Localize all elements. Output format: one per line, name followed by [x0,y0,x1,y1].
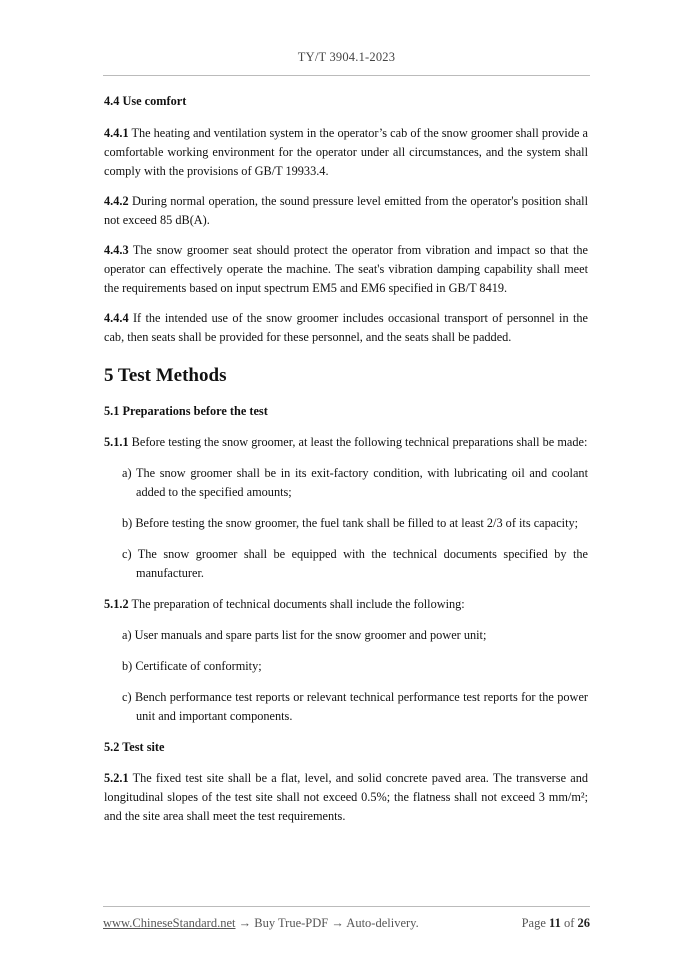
clause-text: Before testing the snow groomer, at least the following technical preparations shall be made: [128,435,588,449]
list-item: a) The snow groomer shall be in its exit-factory condition, with lubricating oil and coolant added to the specified amounts; [122,466,588,499]
page-content [104,92,588,826]
clause-number: 4.4.4 [104,311,129,325]
list-item: b) Certificate of conformity; [122,659,262,673]
clause-4-4-4 [104,309,588,347]
clause-text: During normal operation, the sound pressure level emitted from the operator's position shall not exceed 85 dB(A). [104,194,588,227]
clause-4-4-2 [104,192,588,230]
clause-text: The snow groomer seat should protect the operator from vibration and impact so that the operator can effectively operate the machine. The seat's vibration damping capability shall meet the requirements based on input spectrum EM5 and EM6 specified in GB/T 8419. [104,243,588,295]
clause-number: 4.4.2 [104,194,129,208]
website-link[interactable]: www.ChineseStandard.net [103,916,236,930]
page-number: 11 [549,916,561,930]
clause-5-1-2 [104,595,588,614]
clause-5-1-1 [104,433,588,452]
page-header: TY/T 3904.1-2023 [297,50,396,64]
clause-text: The preparation of technical documents shall include the following: [128,597,465,611]
promo-text: → Buy True-PDF → Auto-delivery. [235,916,419,930]
clause-4-4-1 [104,124,588,181]
page-label: Page [521,916,546,930]
section-5-2-title: 5.2 Test site [104,740,165,754]
clause-5-2-1 [104,769,588,826]
section-5-1-title: 5.1 Preparations before the test [104,404,268,418]
clause-number: 4.4.1 [104,126,129,140]
footer-divider [103,906,590,907]
list-item: c) The snow groomer shall be equipped with the technical documents specified by the manufacturer. [122,547,588,580]
chapter-5-title: 5 Test Methods [104,365,227,386]
list-item: b) Before testing the snow groomer, the fuel tank shall be filled to at least 2/3 of its capacity; [122,516,579,530]
footer-promo [103,916,419,931]
clause-number: 5.2.1 [104,771,129,785]
clause-text: The heating and ventilation system in the operator’s cab of the snow groomer shall provide a comfortable working environment for the operator under all circumstances, and the system shall comply with the provisions of GB/T 19933.4. [104,126,588,178]
clause-text: If the intended use of the snow groomer includes occasional transport of personnel in the cab, then seats shall be provided for these personnel, and the seats shall be padded. [104,311,588,344]
clause-text: The fixed test site shall be a flat, level, and solid concrete paved area. The transverse and longitudinal slopes of the test site shall not exceed 0.5%; the flatness shall not exceed 3 mm/m²; and the site area shall meet the test requirements. [104,771,588,823]
clause-number: 5.1.2 [104,597,129,611]
list-item: c) Bench performance test reports or relevant technical performance test reports for the power unit and important components. [122,690,588,723]
list-item: a) User manuals and spare parts list for the snow groomer and power unit; [122,628,487,642]
header-divider [103,75,590,76]
clause-4-4-3 [104,241,588,298]
page-total: 26 [577,916,590,930]
section-4-4-title: 4.4 Use comfort [104,94,187,108]
clause-number: 4.4.3 [104,243,129,257]
page-counter [522,916,590,931]
clause-number: 5.1.1 [104,435,129,449]
of-label: of [563,916,575,930]
